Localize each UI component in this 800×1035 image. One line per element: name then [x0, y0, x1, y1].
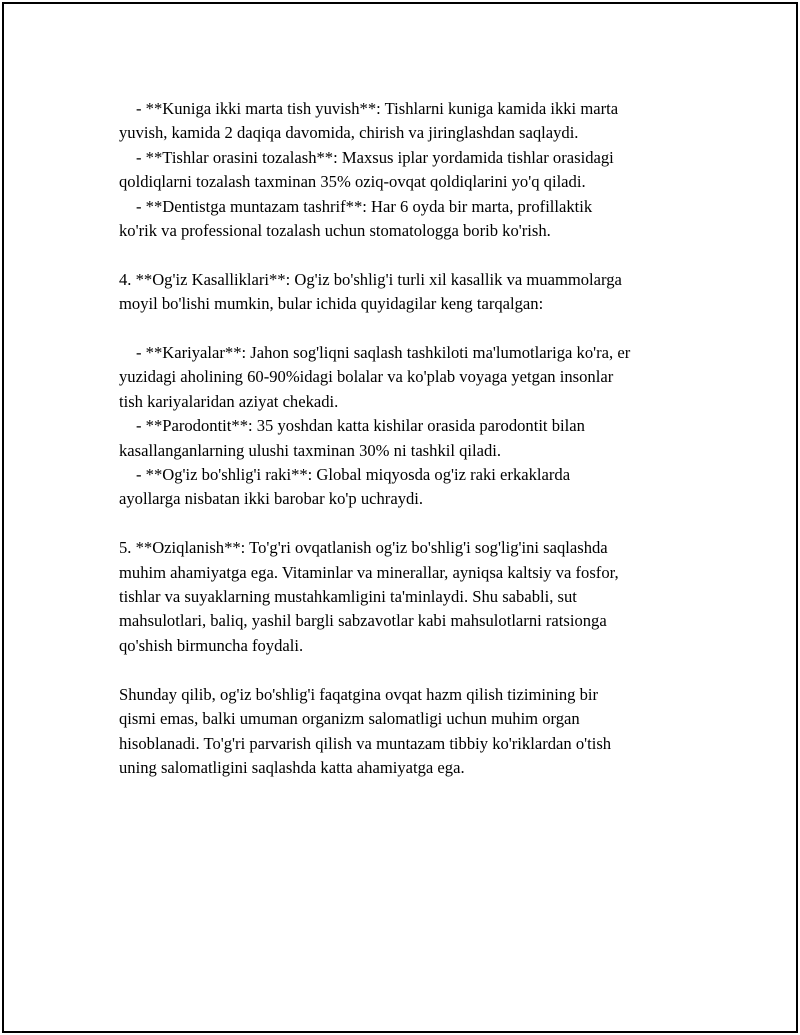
dentist-visit-item — [119, 195, 699, 244]
document-body — [119, 97, 699, 780]
oral-cancer-item — [119, 463, 699, 512]
conclusion-paragraph-line: Shunday qilib, og'iz bo'shlig'i faqatgina ovqat hazm qilish tizimining bir — [119, 684, 599, 704]
document-page — [2, 2, 798, 1033]
periodontitis-item — [119, 414, 699, 463]
dentist-visit-item-line: - **Dentistga muntazam tashrif**: Har 6 oyda bir marta, profillaktik — [136, 196, 593, 216]
oral-diseases-paragraph — [119, 268, 699, 317]
tooth-brushing-item-line: yuvish, kamida 2 daqiqa davomida, chirish va jiringlashdan saqlaydi. — [119, 123, 579, 143]
nutrition-paragraph-line: qo'shish birmuncha foydali. — [119, 635, 304, 655]
blank-line — [119, 317, 699, 341]
interdental-cleaning-item-line: - **Tishlar orasini tozalash**: Maxsus iplar yordamida tishlar orasidagi — [136, 147, 614, 167]
tooth-brushing-item-line: - **Kuniga ikki marta tish yuvish**: Tishlarni kuniga kamida ikki marta — [136, 99, 619, 118]
conclusion-paragraph — [119, 683, 699, 781]
dentist-visit-item-line: ko'rik va professional tozalash uchun stomatologga borib ko'rish. — [119, 221, 551, 241]
periodontitis-item-line: kasallanganlarning ulushi taxminan 30% ni tashkil qiladi. — [119, 440, 502, 460]
nutrition-paragraph-line: mahsulotlari, baliq, yashil bargli sabzavotlar kabi mahsulotlarni ratsionga — [119, 611, 607, 631]
oral-diseases-paragraph-line: moyil bo'lishi mumkin, bular ichida quyidagilar keng tarqalgan: — [119, 294, 544, 314]
oral-cancer-item-line: - **Og'iz bo'shlig'i raki**: Global miqyosda og'iz raki erkaklarda — [136, 465, 571, 485]
nutrition-paragraph-line: 5. **Oziqlanish**: To'g'ri ovqatlanish og'iz bo'shlig'i sog'lig'ini saqlashda — [119, 538, 608, 558]
interdental-cleaning-item — [119, 146, 699, 195]
conclusion-paragraph-line: qismi emas, balki umuman organizm salomatligi uchun muhim organ — [119, 709, 580, 729]
conclusion-paragraph-line: uning salomatligini saqlashda katta ahamiyatga ega. — [119, 757, 465, 777]
oral-diseases-paragraph-line: 4. **Og'iz Kasalliklari**: Og'iz bo'shlig'i turli xil kasallik va muammolarga — [119, 269, 622, 289]
caries-item-line: - **Kariyalar**: Jahon sog'liqni saqlash tashkiloti ma'lumotlariga ko'ra, er — [136, 343, 631, 363]
blank-line — [119, 658, 699, 682]
conclusion-paragraph-line: hisoblanadi. To'g'ri parvarish qilish va muntazam tibbiy ko'riklardan o'tish — [119, 733, 612, 753]
nutrition-paragraph — [119, 536, 699, 658]
nutrition-paragraph-line: muhim ahamiyatga ega. Vitaminlar va minerallar, ayniqsa kaltsiy va fosfor, — [119, 562, 619, 582]
caries-item-line: tish kariyalaridan aziyat chekadi. — [119, 391, 339, 411]
periodontitis-item-line: - **Parodontit**: 35 yoshdan katta kishilar orasida parodontit bilan — [136, 416, 585, 436]
tooth-brushing-item — [119, 97, 699, 146]
blank-line — [119, 243, 699, 267]
caries-item — [119, 341, 699, 414]
blank-line — [119, 512, 699, 536]
oral-cancer-item-line: ayollarga nisbatan ikki barobar ko'p uchraydi. — [119, 489, 424, 509]
nutrition-paragraph-line: tishlar va suyaklarning mustahkamligini ta'minlaydi. Shu sababli, sut — [119, 587, 577, 607]
caries-item-line: yuzidagi aholining 60-90%idagi bolalar va ko'plab voyaga yetgan insonlar — [119, 367, 614, 387]
interdental-cleaning-item-line: qoldiqlarni tozalash taxminan 35% oziq-ovqat qoldiqlarini yo'q qiladi. — [119, 172, 586, 192]
